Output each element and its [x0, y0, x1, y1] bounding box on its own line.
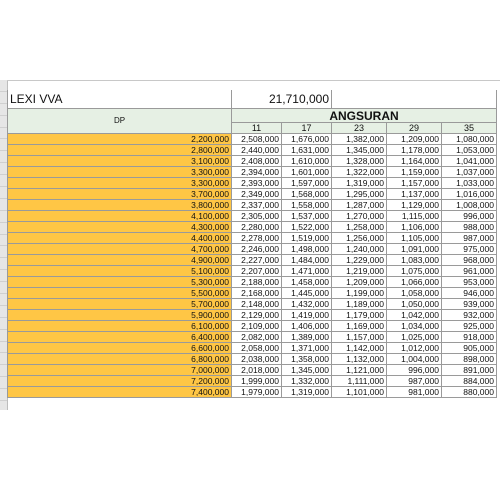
- title-blank-cell[interactable]: [332, 90, 497, 109]
- installment-cell[interactable]: 1,322,000: [332, 167, 387, 178]
- table-row: [8, 387, 497, 398]
- installment-cell[interactable]: 1,037,000: [442, 167, 497, 178]
- installment-cell[interactable]: 1,053,000: [442, 145, 497, 156]
- installment-cell[interactable]: 1,270,000: [332, 211, 387, 222]
- dp-cell[interactable]: 7,000,000: [8, 365, 232, 376]
- table-row: [8, 156, 497, 167]
- row-number-marker[interactable]: [0, 211, 7, 223]
- row-number-marker[interactable]: [0, 116, 7, 128]
- price-value: 21,710,000: [268, 92, 329, 106]
- installment-cell[interactable]: 1,111,000: [332, 376, 387, 387]
- installment-cell[interactable]: 1,075,000: [387, 266, 442, 277]
- installment-cell[interactable]: 1,522,000: [282, 222, 332, 233]
- row-number-marker[interactable]: [0, 246, 7, 258]
- title-row: [8, 90, 497, 109]
- table-row: [8, 178, 497, 189]
- installment-cell[interactable]: 996,000: [442, 211, 497, 222]
- header-row-installment: [8, 109, 497, 123]
- installment-cell[interactable]: 1,157,000: [387, 178, 442, 189]
- table-row: [8, 376, 497, 387]
- installment-cell[interactable]: 1,041,000: [442, 156, 497, 167]
- installment-cell[interactable]: 1,004,000: [387, 354, 442, 365]
- table-row: [8, 211, 497, 222]
- dp-cell[interactable]: 4,900,000: [8, 255, 232, 266]
- installment-cell[interactable]: 2,129,000: [232, 310, 282, 321]
- dp-cell[interactable]: 4,700,000: [8, 244, 232, 255]
- dp-cell[interactable]: 4,400,000: [8, 233, 232, 244]
- installment-cell[interactable]: 1,008,000: [442, 200, 497, 211]
- table-row: [8, 189, 497, 200]
- installment-cell[interactable]: 2,349,000: [232, 189, 282, 200]
- installment-cell[interactable]: 1,142,000: [332, 343, 387, 354]
- installment-cell[interactable]: 2,227,000: [232, 255, 282, 266]
- installment-cell[interactable]: 1,258,000: [332, 222, 387, 233]
- dp-cell[interactable]: 5,500,000: [8, 288, 232, 299]
- dp-cell[interactable]: 5,900,000: [8, 310, 232, 321]
- row-number-marker[interactable]: [0, 175, 7, 187]
- installment-cell[interactable]: 1,345,000: [282, 365, 332, 376]
- installment-cell[interactable]: 2,148,000: [232, 299, 282, 310]
- installment-cell[interactable]: 1,016,000: [442, 189, 497, 200]
- installment-header: ANGSURAN: [329, 108, 399, 123]
- table-row: [8, 222, 497, 233]
- installment-cell[interactable]: 1,025,000: [387, 332, 442, 343]
- installment-cell[interactable]: 1,209,000: [387, 134, 442, 145]
- table-row: [8, 332, 497, 343]
- tenor-header-cell[interactable]: 23: [332, 123, 387, 134]
- installment-cell[interactable]: 1,137,000: [387, 189, 442, 200]
- table-row: [8, 145, 497, 156]
- price-cell[interactable]: [232, 90, 332, 109]
- row-number-marker[interactable]: [0, 318, 7, 330]
- table-row: [8, 266, 497, 277]
- dp-cell[interactable]: 4,100,000: [8, 211, 232, 222]
- installment-cell[interactable]: 2,082,000: [232, 332, 282, 343]
- installment-cell[interactable]: 1,458,000: [282, 277, 332, 288]
- installment-cell[interactable]: 1,033,000: [442, 178, 497, 189]
- installment-cell[interactable]: 1,631,000: [282, 145, 332, 156]
- dp-cell[interactable]: 2,800,000: [8, 145, 232, 156]
- table-row: [8, 288, 497, 299]
- row-number-marker[interactable]: [0, 128, 7, 140]
- installment-cell[interactable]: 987,000: [442, 233, 497, 244]
- installment-cell[interactable]: 891,000: [442, 365, 497, 376]
- dp-cell[interactable]: 3,300,000: [8, 167, 232, 178]
- installment-cell[interactable]: 961,000: [442, 266, 497, 277]
- installment-cell[interactable]: 1,676,000: [282, 134, 332, 145]
- installment-cell[interactable]: 1,083,000: [387, 255, 442, 266]
- installment-cell[interactable]: 1,132,000: [332, 354, 387, 365]
- installment-cell[interactable]: 1,601,000: [282, 167, 332, 178]
- installment-cell[interactable]: 1,050,000: [387, 299, 442, 310]
- installment-cell[interactable]: 1,157,000: [332, 332, 387, 343]
- installment-cell[interactable]: 2,394,000: [232, 167, 282, 178]
- installment-cell[interactable]: 1,358,000: [282, 354, 332, 365]
- installment-table: [7, 90, 497, 398]
- installment-cell[interactable]: 2,109,000: [232, 321, 282, 332]
- installment-cell[interactable]: 2,018,000: [232, 365, 282, 376]
- installment-cell[interactable]: 884,000: [442, 376, 497, 387]
- row-number-marker[interactable]: [0, 377, 7, 389]
- dp-cell[interactable]: 5,100,000: [8, 266, 232, 277]
- installment-cell[interactable]: 1,558,000: [282, 200, 332, 211]
- installment-cell[interactable]: 1,101,000: [332, 387, 387, 398]
- table-row: [8, 233, 497, 244]
- table-row: [8, 255, 497, 266]
- installment-cell[interactable]: 1,432,000: [282, 299, 332, 310]
- installment-cell[interactable]: 1,105,000: [387, 233, 442, 244]
- installment-cell[interactable]: 939,000: [442, 299, 497, 310]
- dp-cell[interactable]: 7,400,000: [8, 387, 232, 398]
- dp-cell[interactable]: 6,100,000: [8, 321, 232, 332]
- installment-cell[interactable]: 1,519,000: [282, 233, 332, 244]
- installment-cell[interactable]: 898,000: [442, 354, 497, 365]
- table-row: [8, 277, 497, 288]
- installment-cell[interactable]: 918,000: [442, 332, 497, 343]
- installment-cell[interactable]: 905,000: [442, 343, 497, 354]
- installment-cell[interactable]: 981,000: [387, 387, 442, 398]
- tenor-header-cell[interactable]: 29: [387, 123, 442, 134]
- row-number-marker[interactable]: [0, 151, 7, 163]
- installment-cell[interactable]: 880,000: [442, 387, 497, 398]
- row-number-marker[interactable]: [0, 306, 7, 318]
- installment-cell[interactable]: 1,159,000: [387, 167, 442, 178]
- installment-cell[interactable]: 2,188,000: [232, 277, 282, 288]
- row-number-marker[interactable]: [0, 92, 7, 104]
- dp-header-cell[interactable]: [8, 109, 232, 134]
- row-number-marker[interactable]: [0, 389, 7, 401]
- installment-cell[interactable]: 1,287,000: [332, 200, 387, 211]
- dp-cell[interactable]: 7,200,000: [8, 376, 232, 387]
- installment-cell[interactable]: 1,597,000: [282, 178, 332, 189]
- table-row: [8, 244, 497, 255]
- installment-cell[interactable]: 932,000: [442, 310, 497, 321]
- table-row: [8, 365, 497, 376]
- cropped-area: [0, 410, 500, 500]
- dp-cell[interactable]: 2,200,000: [8, 134, 232, 145]
- installment-cell[interactable]: 2,408,000: [232, 156, 282, 167]
- installment-cell[interactable]: 2,278,000: [232, 233, 282, 244]
- installment-cell[interactable]: 1,229,000: [332, 255, 387, 266]
- row-number-marker[interactable]: [0, 104, 7, 116]
- installment-cell[interactable]: 1,034,000: [387, 321, 442, 332]
- installment-cell[interactable]: 1,169,000: [332, 321, 387, 332]
- model-name: LEXI VVA: [10, 92, 63, 106]
- installment-cell[interactable]: 2,207,000: [232, 266, 282, 277]
- row-number-marker[interactable]: [0, 80, 7, 92]
- installment-cell[interactable]: 2,038,000: [232, 354, 282, 365]
- installment-cell[interactable]: 1,189,000: [332, 299, 387, 310]
- table-row: [8, 134, 497, 145]
- installment-cell[interactable]: 2,058,000: [232, 343, 282, 354]
- installment-cell[interactable]: 1,319,000: [332, 178, 387, 189]
- row-number-marker[interactable]: [0, 235, 7, 247]
- model-name-cell[interactable]: [8, 90, 232, 109]
- installment-cell[interactable]: 1,419,000: [282, 310, 332, 321]
- installment-cell[interactable]: 1,295,000: [332, 189, 387, 200]
- installment-cell[interactable]: 1,382,000: [332, 134, 387, 145]
- table-row: [8, 299, 497, 310]
- installment-cell[interactable]: 953,000: [442, 277, 497, 288]
- installment-cell[interactable]: 1,537,000: [282, 211, 332, 222]
- installment-cell[interactable]: 1,568,000: [282, 189, 332, 200]
- installment-cell[interactable]: 1,219,000: [332, 266, 387, 277]
- installment-cell[interactable]: 2,280,000: [232, 222, 282, 233]
- row-number-marker[interactable]: [0, 365, 7, 377]
- dp-cell[interactable]: 3,800,000: [8, 200, 232, 211]
- installment-cell[interactable]: 1,042,000: [387, 310, 442, 321]
- installment-cell[interactable]: 1,080,000: [442, 134, 497, 145]
- installment-header-cell[interactable]: [232, 109, 497, 123]
- installment-cell[interactable]: 1,179,000: [332, 310, 387, 321]
- installment-cell[interactable]: 1,979,000: [232, 387, 282, 398]
- installment-cell[interactable]: 1,445,000: [282, 288, 332, 299]
- dp-cell[interactable]: 6,400,000: [8, 332, 232, 343]
- installment-cell[interactable]: 1,406,000: [282, 321, 332, 332]
- installment-cell[interactable]: 1,256,000: [332, 233, 387, 244]
- row-number-marker[interactable]: [0, 258, 7, 270]
- row-number-marker[interactable]: [0, 199, 7, 211]
- installment-cell[interactable]: 1,164,000: [387, 156, 442, 167]
- table-row: [8, 167, 497, 178]
- installment-cell[interactable]: 946,000: [442, 288, 497, 299]
- dp-cell[interactable]: 4,300,000: [8, 222, 232, 233]
- installment-cell[interactable]: 1,106,000: [387, 222, 442, 233]
- installment-cell[interactable]: 1,498,000: [282, 244, 332, 255]
- installment-cell[interactable]: 1,240,000: [332, 244, 387, 255]
- installment-cell[interactable]: 1,209,000: [332, 277, 387, 288]
- row-number-marker[interactable]: [0, 139, 7, 151]
- tenor-header-cell[interactable]: 17: [282, 123, 332, 134]
- installment-cell[interactable]: 2,337,000: [232, 200, 282, 211]
- row-number-marker[interactable]: [0, 187, 7, 199]
- installment-cell[interactable]: 1,345,000: [332, 145, 387, 156]
- dp-cell[interactable]: 6,600,000: [8, 343, 232, 354]
- installment-cell[interactable]: 1,332,000: [282, 376, 332, 387]
- table-row: [8, 310, 497, 321]
- table-row: [8, 343, 497, 354]
- row-number-marker[interactable]: [0, 342, 7, 354]
- installment-cell[interactable]: 925,000: [442, 321, 497, 332]
- installment-cell[interactable]: 1,129,000: [387, 200, 442, 211]
- installment-cell[interactable]: 1,091,000: [387, 244, 442, 255]
- installment-cell[interactable]: 1,058,000: [387, 288, 442, 299]
- installment-cell[interactable]: 1,012,000: [387, 343, 442, 354]
- dp-cell[interactable]: 6,800,000: [8, 354, 232, 365]
- installment-cell[interactable]: 996,000: [387, 365, 442, 376]
- row-number-marker[interactable]: [0, 282, 7, 294]
- row-number-marker[interactable]: [0, 223, 7, 235]
- installment-cell[interactable]: 2,440,000: [232, 145, 282, 156]
- installment-cell[interactable]: 1,471,000: [282, 266, 332, 277]
- installment-cell[interactable]: 1,199,000: [332, 288, 387, 299]
- installment-cell[interactable]: 987,000: [387, 376, 442, 387]
- row-number-marker[interactable]: [0, 294, 7, 306]
- installment-cell[interactable]: 1,121,000: [332, 365, 387, 376]
- row-number-marker[interactable]: [0, 353, 7, 365]
- dp-cell[interactable]: 3,700,000: [8, 189, 232, 200]
- table-row: [8, 354, 497, 365]
- dp-cell[interactable]: 5,700,000: [8, 299, 232, 310]
- installment-cell[interactable]: 2,305,000: [232, 211, 282, 222]
- installment-cell[interactable]: 1,178,000: [387, 145, 442, 156]
- installment-cell[interactable]: 988,000: [442, 222, 497, 233]
- dp-cell[interactable]: 3,100,000: [8, 156, 232, 167]
- table-row: [8, 321, 497, 332]
- installment-cell[interactable]: 1,610,000: [282, 156, 332, 167]
- installment-cell[interactable]: 975,000: [442, 244, 497, 255]
- installment-cell[interactable]: 968,000: [442, 255, 497, 266]
- installment-cell[interactable]: 1,484,000: [282, 255, 332, 266]
- dp-cell[interactable]: 3,300,000: [8, 178, 232, 189]
- installment-cell[interactable]: 2,246,000: [232, 244, 282, 255]
- row-number-marker[interactable]: [0, 330, 7, 342]
- installment-cell[interactable]: 1,115,000: [387, 211, 442, 222]
- table-row: [8, 200, 497, 211]
- installment-cell[interactable]: 1,999,000: [232, 376, 282, 387]
- tenor-header-cell[interactable]: 11: [232, 123, 282, 134]
- dp-cell[interactable]: 5,300,000: [8, 277, 232, 288]
- installment-cell[interactable]: 2,393,000: [232, 178, 282, 189]
- dp-header: DP: [113, 116, 126, 125]
- row-number-marker[interactable]: [0, 270, 7, 282]
- installment-cell[interactable]: 1,066,000: [387, 277, 442, 288]
- installment-cell[interactable]: 1,319,000: [282, 387, 332, 398]
- installment-cell[interactable]: 2,168,000: [232, 288, 282, 299]
- row-number-marker[interactable]: [0, 163, 7, 175]
- installment-cell[interactable]: 1,389,000: [282, 332, 332, 343]
- installment-cell[interactable]: 2,508,000: [232, 134, 282, 145]
- installment-cell[interactable]: 1,371,000: [282, 343, 332, 354]
- installment-cell[interactable]: 1,328,000: [332, 156, 387, 167]
- tenor-header-cell[interactable]: 35: [442, 123, 497, 134]
